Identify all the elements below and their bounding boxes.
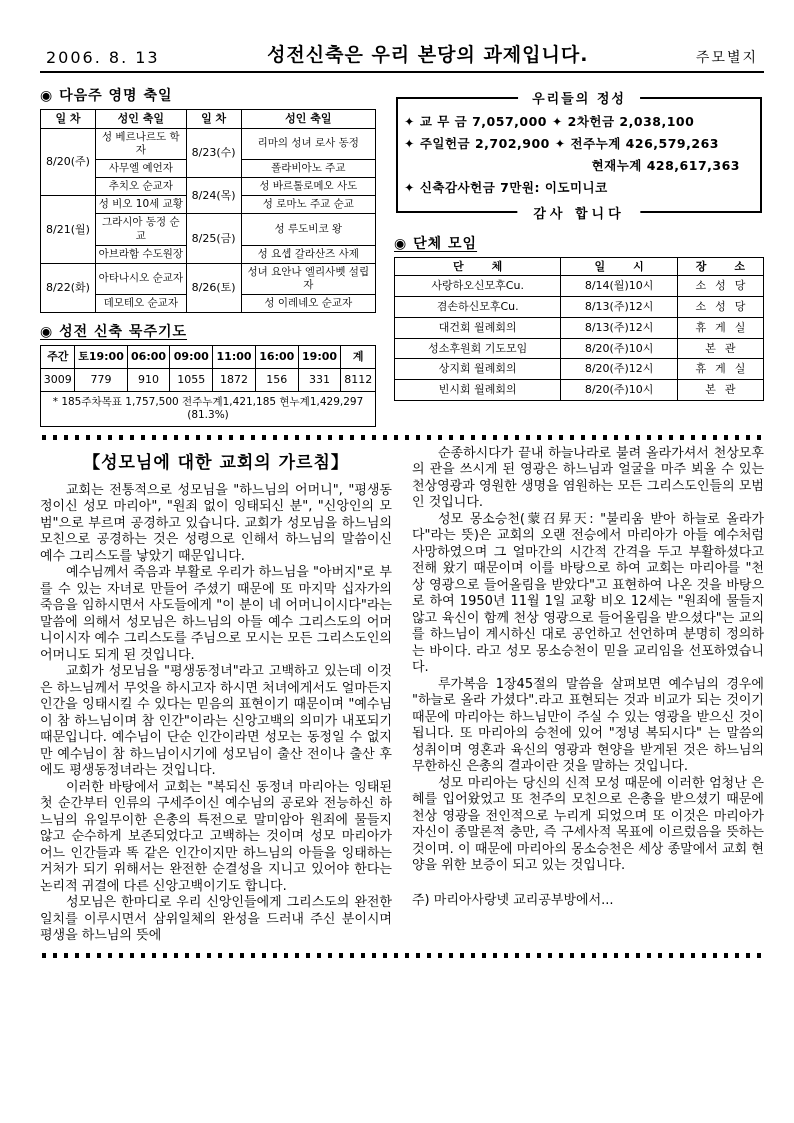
meetings-table — [394, 257, 764, 401]
table-cell: 8112 — [341, 368, 376, 391]
header-cell: 16:00 — [255, 346, 298, 369]
saint-name-cell: 성 로마노 주교 순교 — [241, 196, 375, 214]
table-cell: 사랑하오신모후Cu. — [395, 276, 561, 297]
table-header-row — [41, 346, 376, 369]
meetings-section-heading: ◉ 단체 모임 — [394, 235, 478, 252]
table-cell: 겸손하신모후Cu. — [395, 297, 561, 318]
table-cell: 8/20(주)10시 — [561, 380, 678, 401]
feast-day-cell: 8/23(수) — [186, 128, 241, 177]
top-right-column — [394, 83, 764, 427]
rosary-section-heading: ◉ 성전 신축 묵주기도 — [40, 324, 188, 341]
table-cell: 빈시회 월례회의 — [395, 380, 561, 401]
offering-line: ✦ 신축감사헌금 7만원: 이도미니코 — [404, 179, 608, 195]
table-cell: 대건회 월례회의 — [395, 317, 561, 338]
article-left-column — [40, 446, 392, 945]
rosary-footer-cell: * 185주차목표 1,757,500 전주누계1,421,185 현누계1,429,297 (81.3%) — [41, 391, 376, 426]
paragraph: 이러한 바탕에서 교회는 "복되신 동정녀 마리아는 잉태된 첫 순간부터 인류의 구세주이신 예수님의 공로와 전능하신 하느님의 유일무이한 은총의 특전으로 말미암아 원죄에 물들지 않고 순수하게 보존되었다고 고백하는 것이며 성모 마리아가 어느 인간들과 똑 같은 인간이지만 하느님의 아들을 잉태하는 거처가 되기 위해서는 완전한 순결성을 지니고 있어야 한다는 논리적 귀결에 다른 신앙고백이기도 합니다. — [40, 779, 392, 894]
table-row — [395, 317, 764, 338]
feast-day-cell: 8/25(금) — [186, 214, 241, 263]
saint-name-cell: 추치오 순교자 — [96, 178, 187, 196]
article-right-column — [412, 446, 764, 945]
table-header-row — [395, 257, 764, 276]
feast-day-cell: 8/22(화) — [41, 263, 96, 312]
header-cell: 일 시 — [561, 257, 678, 276]
table-cell: 331 — [298, 368, 341, 391]
paragraph: 성모 몽소승천(蒙召昇天: "불리움 받아 하늘로 올라가다"라는 뜻)은 교회의 오랜 전승에서 마리아가 아들 예수처럼 사망하였으며 그 얼마간의 시간적 간격을 두고 부활하셨다고 전해 왔기 때문이며 이를 바탕으로 하여 교회는 마리아를 "천상 영광으로 들어올림을 받았다"고 표현하여 나온 것을 바탕으로 하여 1950년 11월 1일 교황 비오 12세는 "원죄에 물들지 않고 육신이 함께 천상 영광으로 들어올림을 받으셨다"는 교의를 하느님이 계시하신 대로 공언하고 선언하며 분명히 정의하는 바이다. 라고 성모 몽소승천이 믿을 교리임을 선포하였습니다. — [412, 511, 764, 676]
paragraph: 교회는 전통적으로 성모님을 "하느님의 어머니", "평생동정이신 성모 마리아", "원죄 없이 잉태되신 분", "신앙인의 모범"으로 부르며 공경하고 있습니다. 교회가 성모님을 하느님의 모친으로 공경하는 것은 성령으로 인해서 하느님의 말씀이신 예수 그리스도를 낳았기 때문입니다. — [40, 482, 392, 564]
saint-name-cell: 성 베르나르도 학자 — [96, 128, 187, 159]
paragraph: 성모 마리아는 당신의 신적 모성 때문에 이러한 엄청난 은혜를 입어왔었고 또 천주의 모친으로 은총을 받으셨기 때문에 천상 영광을 전인적으로 누리게 되었으며 또 이것은 마리아가 자신이 종말론적 충만, 즉 구세사적 목표에 이르렀음을 뜻하는 것이며. 이 때문에 마리아의 몽소승천은 세상 종말에서 교회 현양을 위한 보증이 되고 있는 것입니다. — [412, 775, 764, 874]
table-cell: 휴 게 실 — [677, 317, 763, 338]
edition-label: 주모별지 — [695, 50, 758, 66]
table-cell: 상지회 월례회의 — [395, 359, 561, 380]
feast-day-cell: 8/21(월) — [41, 196, 96, 264]
header-cell: 장 소 — [677, 257, 763, 276]
paragraph: 교회가 성모님을 "평생동정녀"라고 고백하고 있는데 이것은 하느님께서 무엇을 하시고자 하시면 처녀에게서도 얼마든지 인간을 잉태시킬 수 있다는 믿음의 표현이기 때문이며 "예수님이 참 하느님이며 참 인간"이라는 신앙고백의 의미가 내포되기 때문입니다. 예수님이 단순 인간이라면 성모는 동정일 수 없지만 예수님이 참 하느님이시기에 성모님이 출산 전이나 출산 후에도 평생동정녀라는 것입니다. — [40, 664, 392, 779]
table-cell: 156 — [255, 368, 298, 391]
table-cell: 3009 — [41, 368, 75, 391]
saint-name-cell: 폴라비아노 주교 — [241, 160, 375, 178]
paragraph: 성모님은 한마디로 우리 신앙인들에게 그리스도의 완전한 일치를 이루시면서 삼위일체의 완성을 드러내 주신 분이시며 평생을 하느님의 뜻에 — [40, 895, 392, 944]
table-row — [395, 359, 764, 380]
table-row — [395, 297, 764, 318]
article-right-paragraphs — [412, 446, 764, 875]
saint-name-cell: 성녀 요안나 엘리사벳 설립자 — [241, 263, 375, 294]
offering-thanks-label: 감사 합니다 — [517, 203, 640, 222]
saint-name-cell: 성 루도비코 왕 — [241, 214, 375, 245]
table-row — [41, 128, 376, 159]
saint-name-cell: 성 바르톨로메오 사도 — [241, 178, 375, 196]
table-cell: 8/13(주)12시 — [561, 317, 678, 338]
table-cell: 8/20(주)10시 — [561, 338, 678, 359]
header-cell: 일 차 — [186, 110, 241, 129]
table-row — [395, 338, 764, 359]
header-cell: 주간 — [41, 346, 75, 369]
saint-name-cell: 성 요셉 갈라산즈 사제 — [241, 245, 375, 263]
header-cell: 단 체 — [395, 257, 561, 276]
saint-name-cell: 사무엘 예언자 — [96, 160, 187, 178]
meetings-table-body — [395, 276, 764, 401]
issue-date: 2006. 8. 13 — [46, 48, 160, 67]
table-cell: 성소후원회 기도모임 — [395, 338, 561, 359]
table-row — [41, 368, 376, 391]
table-cell: 8/14(월)10시 — [561, 276, 678, 297]
saint-name-cell: 데모테오 순교자 — [96, 295, 187, 313]
dotted-separator-bottom — [42, 953, 762, 958]
feast-table — [40, 109, 376, 313]
offering-line: ✦ 주일헌금 2,702,900 ✦ 전주누계 426,579,263 — [404, 135, 719, 151]
saint-name-cell: 그라시아 동정 순교 — [96, 214, 187, 245]
header-cell: 토19:00 — [75, 346, 127, 369]
table-cell: 휴 게 실 — [677, 359, 763, 380]
table-row — [395, 380, 764, 401]
saint-name-cell: 아타나시오 순교자 — [96, 263, 187, 294]
table-cell: 910 — [127, 368, 170, 391]
article-title: 【성모님에 대한 교회의 가르침】 — [83, 452, 349, 473]
page-title: 성전신축은 우리 본당의 과제입니다. — [267, 44, 589, 66]
masthead — [40, 40, 764, 73]
header-cell: 일 차 — [41, 110, 96, 129]
article-source-note: 주) 마리아사랑넷 교리공부방에서... — [412, 892, 614, 908]
saint-name-cell: 성 이레네오 순교자 — [241, 295, 375, 313]
table-row — [41, 263, 376, 294]
feast-day-cell: 8/26(토) — [186, 263, 241, 312]
paragraph: 예수님께서 죽음과 부활로 우리가 하느님을 "아버지"로 부를 수 있는 자녀로 만들어 주셨기 때문에 또 마지막 십자가의 죽음을 임하시면서 사도들에게 "이 분이 네 어머니이시다"라는 말씀에 의해서 성모님은 하느님의 아들 예수 그리스도의 어머니이시자 예수 그리스도를 주님으로 모시는 모든 그리스도인의 어머니도 되게 된 것입니다. — [40, 565, 392, 663]
rosary-footer-row — [41, 391, 376, 426]
paragraph: 루가복음 1장45절의 말씀을 살펴보면 예수님의 경우에 "하늘로 올라 가셨다".라고 표현되는 것과 비교가 되는 것이기 때문에 마리아는 하느님만이 주실 수 있는 영광을 받으신 것이 됩니다. 또 마리아의 승천에 있어 "정녕 복되시다" 는 말씀의 성취이며 영혼과 육신의 영광과 현양을 받게된 것은 하느님의 무한하신 은총의 결과이란 것을 말하는 것입니다. — [412, 676, 764, 775]
header-cell: 계 — [341, 346, 376, 369]
header-cell: 19:00 — [298, 346, 341, 369]
header-cell: 09:00 — [170, 346, 213, 369]
table-cell: 779 — [75, 368, 127, 391]
feast-day-cell: 8/20(주) — [41, 128, 96, 196]
top-section — [40, 83, 764, 427]
feast-section-heading: ◉ 다음주 영명 축일 — [40, 88, 173, 104]
rosary-table — [40, 345, 376, 427]
header-cell: 성인 축일 — [96, 110, 187, 129]
table-cell: 소 성 당 — [677, 276, 763, 297]
header-cell: 성인 축일 — [241, 110, 375, 129]
table-cell: 8/13(주)12시 — [561, 297, 678, 318]
offering-line: 현재누계 428,617,363 — [591, 157, 740, 173]
table-cell: 본 관 — [677, 380, 763, 401]
feast-day-cell: 8/24(목) — [186, 178, 241, 214]
table-cell: 본 관 — [677, 338, 763, 359]
article — [40, 446, 764, 945]
dotted-separator-top — [42, 435, 762, 440]
top-left-column — [40, 83, 376, 427]
saint-name-cell: 리마의 성녀 로사 동정 — [241, 128, 375, 159]
saint-name-cell: 성 비오 10세 교황 — [96, 196, 187, 214]
paragraph: 순종하시다가 끝내 하늘나라로 불려 올라가셔서 천상모후의 관을 쓰시게 된 영광은 하느님과 얼굴을 마주 뵈올 수 있는 천상영광과 영원한 생명을 염원하는 모든 그리스도인들의 모범인 것입니다. — [412, 445, 764, 511]
offering-line: ✦ 교 무 금 7,057,000 ✦ 2차헌금 2,038,100 — [404, 114, 695, 129]
header-cell: 11:00 — [213, 346, 256, 369]
offering-box-body — [396, 97, 762, 213]
table-row — [395, 276, 764, 297]
offering-box-title: 우리들의 정성 — [518, 88, 640, 107]
saint-name-cell: 아브라함 수도원장 — [96, 245, 187, 263]
table-cell: 소 성 당 — [677, 297, 763, 318]
table-cell: 8/20(주)12시 — [561, 359, 678, 380]
article-left-paragraphs — [40, 483, 392, 945]
offering-box — [396, 92, 762, 222]
header-cell: 06:00 — [127, 346, 170, 369]
table-cell: 1872 — [213, 368, 256, 391]
table-header-row — [41, 110, 376, 129]
table-cell: 1055 — [170, 368, 213, 391]
